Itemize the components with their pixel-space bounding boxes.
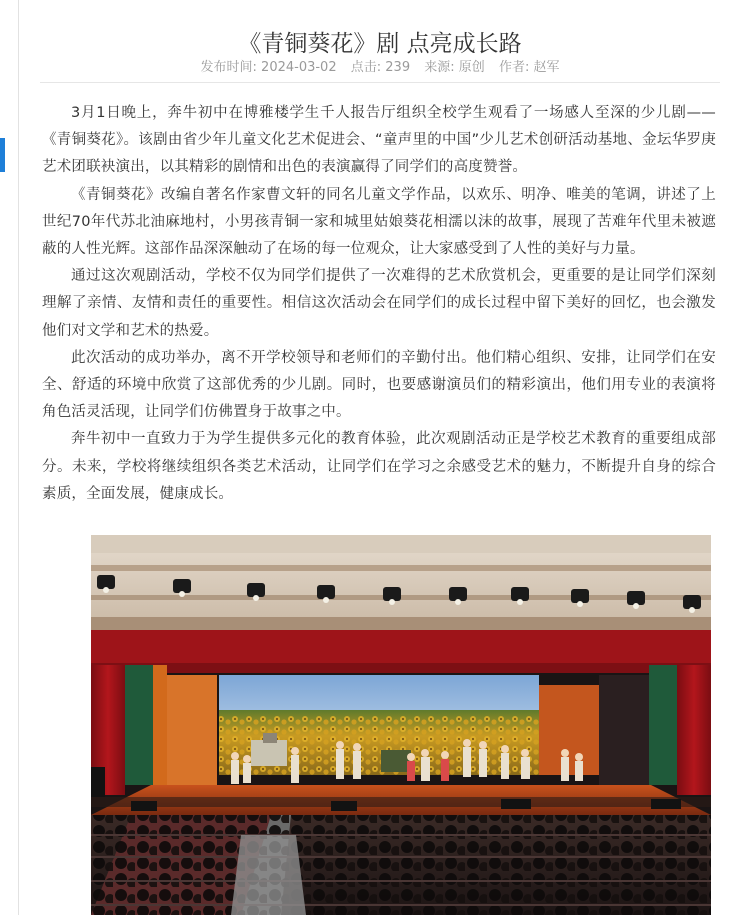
article-photo bbox=[91, 535, 711, 915]
paragraph: 3月1日晚上，奔牛初中在博雅楼学生千人报告厅组织全校学生观看了一场感人至深的少儿剧——《青铜葵花》。该剧由省少年儿童文化艺术促进会、“童声里的中国”少儿艺术创研活动基地、金坛华罗庚艺术团联袂演出，以其精彩的剧情和出色的表演赢得了同学们的高度赞誉。 bbox=[42, 105, 716, 176]
paragraph: 此次活动的成功举办，离不开学校领导和老师们的辛勤付出。他们精心组织、安排，让同学们在安全、舒适的环境中欣赏了这部优秀的少儿剧。同时，也要感谢演员们的精彩演出，他们用专业的表演将角色活灵活现，让同学们仿佛置身于故事之中。 bbox=[42, 349, 716, 421]
publish-date: 2024-03-02 bbox=[261, 60, 337, 75]
hits-value: 239 bbox=[385, 60, 411, 75]
meta-divider bbox=[40, 82, 720, 83]
hit-count bbox=[351, 60, 410, 75]
author-label: 作者: bbox=[498, 60, 530, 75]
source-label: 来源: bbox=[424, 60, 455, 75]
publish-label: 发布时间: bbox=[200, 60, 257, 75]
author bbox=[499, 60, 560, 75]
article-meta bbox=[40, 59, 720, 77]
publish-time bbox=[201, 60, 337, 75]
paragraph: 奔牛初中一直致力于为学生提供多元化的教育体验，此次观剧活动正是学校艺术教育的重要组成部分。未来，学校将继续组织各类艺术活动，让同学们在学习之余感受艺术的魅力，不断提升自身的综合素质，全面发展，健康成长。 bbox=[42, 431, 716, 502]
author-value: 赵军 bbox=[533, 60, 560, 75]
left-border bbox=[18, 0, 19, 915]
source bbox=[424, 60, 485, 75]
side-tab[interactable] bbox=[0, 138, 5, 172]
hits-label: 点击: bbox=[350, 60, 382, 75]
article-title: 《青铜葵花》剧 点亮成长路 bbox=[238, 31, 522, 58]
paragraph: 通过这次观剧活动，学校不仅为同学们提供了一次难得的艺术欣赏机会，更重要的是让同学们深刻理解了亲情、友情和责任的重要性。相信这次活动会在同学们的成长过程中留下美好的回忆，也会激发他们对文学和艺术的热爱。 bbox=[42, 268, 716, 339]
source-value: 原创 bbox=[458, 60, 485, 75]
theater-stage-image bbox=[91, 535, 711, 915]
paragraph: 《青铜葵花》改编自著名作家曹文轩的同名儿童文学作品，以欢乐、明净、唯美的笔调，讲述了上世纪70年代苏北油麻地村，小男孩青铜一家和城里姑娘葵花相濡以沫的故事，展现了苦难年代里未被遮蔽的人性光辉。这部作品深深触动了在场的每一位观众，让大家感受到了人性的美好与力量。 bbox=[42, 186, 716, 258]
article-body bbox=[42, 100, 716, 508]
